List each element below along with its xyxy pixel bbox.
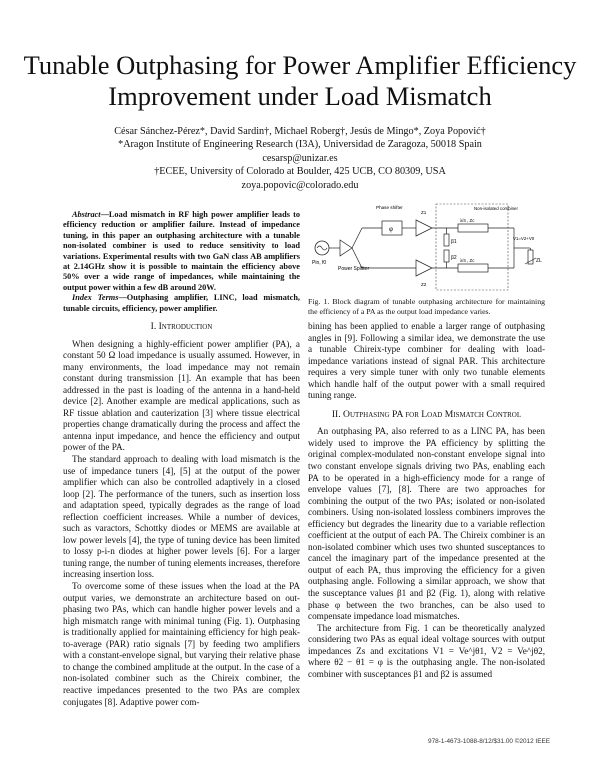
tline-1 (458, 224, 488, 232)
intro-paragraph-3: To overcome some of these issues when the load at the PA output varies, we demonstrate an architecture based on out-phasing two PAs, which can handle higher power levels and a high mismatch range with minimal tuning (Fig. 1). Outphasing is traditionally applied for maintaining efficiency for high peak-to-average (PAR) ratio signals [7] by feeding two amplifiers with a constant-envelope signal, but varying their relative phase to change the combined amplitude at the output. In the case of a non-isolated combiner such as the Chireix combiner, the reactive impedances presented to the two PAs are complex conjugates [8]. Adaptive power com- (63, 581, 300, 707)
vout-label: V1=V2+V0 (513, 236, 535, 241)
abstract-label: Abstract (72, 210, 101, 219)
beta1-label: β1 (451, 239, 457, 245)
abstract (63, 210, 300, 314)
author-block (0, 125, 600, 192)
title-line-1: Tunable Outphasing for Power Amplifier Efficiency (23, 50, 577, 80)
z1-label: Z1 (421, 210, 427, 215)
amplifier-2-icon (416, 260, 432, 276)
tline2-label: λ/4 , Zc (460, 258, 475, 263)
paper-title (0, 50, 600, 112)
tline1-label: λ/4 , Zc (460, 218, 475, 223)
right-paragraph-1: bining has been applied to enable a larger range of outphasing angles in [9]. Following a similar idea, we demonstrate the use a tunable Chireix-type combiner for dealing with load-impedance variations instead of signal PAR. This architecture requires a very simple tuner with only two tunable elements which handle half of the output power with a small required tuning range. (308, 321, 545, 401)
combiner-box (436, 204, 508, 290)
phase-shifter-label: Phase shifter (376, 205, 403, 210)
index-terms-label: Index Terms (72, 293, 119, 303)
right-column-body (308, 321, 545, 680)
tline-2 (458, 264, 488, 272)
affiliation-2: †ECEE, University of Colorado at Boulder, 425 UCB, CO 80309, USA (154, 166, 446, 178)
block-diagram-figure (308, 200, 548, 295)
email-2: zoya.popovic@colorado.edu (241, 179, 359, 191)
abstract-paragraph (63, 210, 300, 293)
phi-label: φ (389, 227, 393, 233)
affiliation-1: *Aragon Institute of Engineering Research (I3A), Universidad de Zaragoza, 50018 Spain (118, 139, 482, 151)
intro-paragraph-2: The standard approach to dealing with load mismatch is the use of impedance tuners [4], [5] at the output of the power amplifier which can also be controlled adaptively in a closed loop [2]. The performance of the tuners, such as insertion loss and adaptation speed, typically degrades as the range of load reflection coefficient increases. While a number of devices, such as varactors, Schottky diodes or MEMS are available at low power levels [4], the type of tuning device has been limited to lossy p-i-n diodes at higher power levels [6]. For a larger tuning range, the number of tuning elements increases, therefore increasing insertion loss. (63, 454, 300, 580)
copyright-footer: 978-1-4673-1088-8/12/$31.00 ©2012 IEEE (428, 738, 550, 745)
index-terms-text: —Outphasing amplifier, LINC, load mismatch, tunable circuits, efficiency, power amplifier. (63, 293, 301, 313)
section2-paragraph-2: The architecture from Fig. 1 can be theoretically analyzed considering two PAs as equal ideal voltage sources with output impedances Zs and excitations V1 = Ve^jθ1, V2 = Ve^jθ2, where θ2 − θ1 = φ is the outphasing angle. The non-isolated combiner with susceptances β1 and β2 is assumed (308, 622, 545, 679)
splitter-label: Power Splitter (338, 266, 370, 272)
abstract-text: —Load mismatch in RF high power amplifier leads to efficiency reduction or amplifier failure. Instead of impedance tuning, in this paper an outphasing architecture with a tunable non-isolated combiner is used to reduce sensitivity to load variations. Experimental results with two GaN class AB amplifiers at 2.14GHz show it is possible to maintain the efficiency above 50% over a wide range of impedances, while maintaining the output power within a few dB around 20W. (63, 210, 300, 292)
source-label: Pin, f0 (312, 260, 327, 266)
left-column-body (63, 321, 300, 708)
z2-label: Z2 (421, 282, 427, 287)
beta2-element (444, 250, 449, 262)
amplifier-1-icon (416, 220, 432, 236)
index-terms (63, 293, 300, 314)
beta2-label: β2 (451, 255, 457, 261)
power-splitter-icon (340, 240, 352, 256)
beta1-element (444, 234, 449, 246)
figure-caption: Fig. 1. Block diagram of tunable outphasing architecture for maintaining the efficiency of a PA as the output load impedance varies. (308, 297, 545, 316)
zl-label: ZL (536, 258, 542, 264)
title-line-2: Improvement under Load Mismatch (108, 81, 492, 111)
section2-paragraph-1: An outphasing PA, also referred to as a LINC PA, has been widely used to improve the PA efficiency by splitting the original complex-modulated non-constant envelope signal into two constant envelope signals driving two PAs, enabling each PA to be operated in a high-efficiency mode for a range of envelope values [7], [8]. There are two approaches for combining the output of the two PAs; isolated or non-isolated combiners. Using non-isolated lossless combiners improves the efficiency but degrades the linearity due to a variable reflection coefficient at the output of each PA. The Chireix combiner is an non-isolated combiner which uses two shunted susceptances to cancel the imaginary part of the impedance presented at the output of each PA, thus improving the efficiency for a given outphasing angle. Following a similar approach, we show that the susceptance values β1 and β2 (Fig. 1), along with relative phase φ between the two branches, can be also used to compensate impedance load mismatches. (308, 426, 545, 622)
intro-paragraph-1: When designing a highly-efficient power amplifier (PA), a constant 50 Ω load impedance is usually assumed. However, in many environments, the load impedance may not remain constant during transmission [1]. An example that has been addressed in the past is loading of the antenna in a hand-held device [2]. Another example are medical applications, such as RF tissue ablation and cauterization [3] where tissue electrical properties change dramatically during the process and affect the antenna input impedance, and hence the efficiency and output power of the PA. (63, 338, 300, 453)
combiner-label: Non-isolated combiner (474, 206, 518, 211)
section-heading-2: II. Outphasing PA for Load Mismatch Control (331, 408, 522, 420)
email-1: cesarsp@unizar.es (262, 152, 338, 164)
section-heading-1: I. Introduction (150, 321, 213, 332)
author-names: César Sánchez-Pérez*, David Sardin†, Michael Roberg†, Jesús de Mingo*, Zoya Popović† (114, 126, 486, 137)
